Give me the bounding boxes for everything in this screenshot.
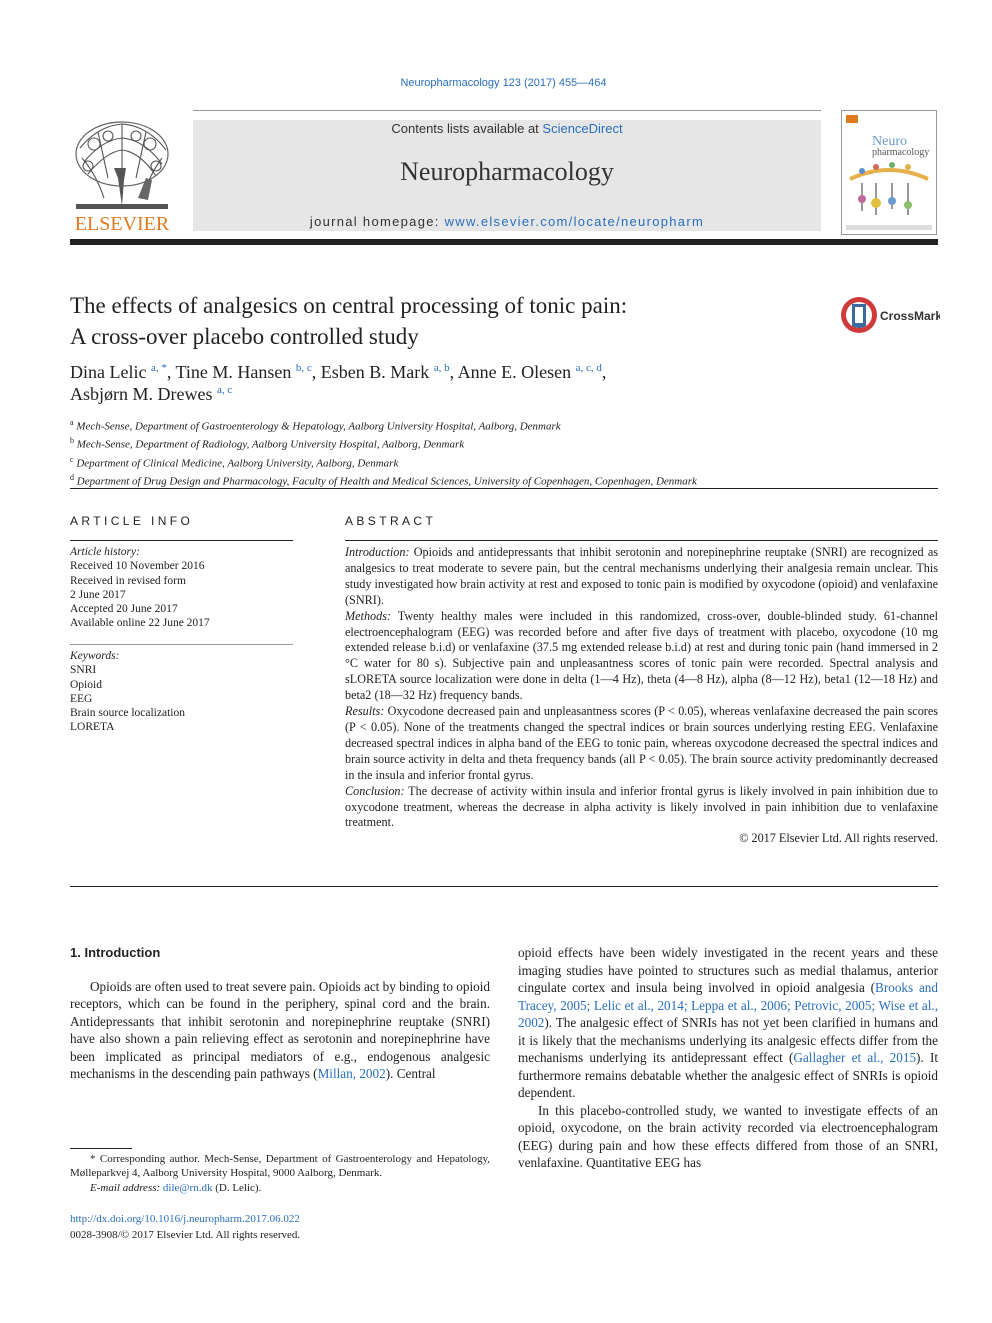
author-sep: , xyxy=(311,362,321,382)
reference-link[interactable]: Brooks and Tracey, 2005; Lelic et al., 2014; Leppa et al., 2006; Petrovic, 2005; Wise et al., 2002 xyxy=(518,980,938,1030)
author-name: Anne E. Olesen xyxy=(457,362,572,382)
corresponding-author-footnote xyxy=(70,1152,490,1195)
abstract-label: Results: xyxy=(345,704,385,719)
email-suffix: (D. Lelic). xyxy=(212,1181,262,1194)
body-column-right xyxy=(518,944,938,1172)
body-text: opioid effects have been widely investigated in the recent years and these imaging studies have pointed to structures such as medial thalamus, anterior cingulate cortex and insula being involved in opioid analgesia ( xyxy=(518,945,938,995)
keyword: EEG xyxy=(70,692,93,705)
body-text: ). Central xyxy=(385,1066,436,1081)
affiliation-text: Mech-Sense, Department of Gastroenterology & Hepatology, Aalborg University Hospital, Aalborg, Denmark xyxy=(76,420,561,433)
cover-title-pharmacology: pharmacology xyxy=(872,147,930,158)
elsevier-logo xyxy=(68,118,176,236)
journal-title: Neuropharmacology xyxy=(400,157,614,186)
keyword: LORETA xyxy=(70,721,115,734)
doi-block xyxy=(70,1211,490,1243)
footnote-email xyxy=(70,1181,490,1195)
section-heading-introduction: 1. Introduction xyxy=(70,945,161,960)
sciencedirect-link[interactable]: ScienceDirect xyxy=(542,121,623,136)
abstract-text: The decrease of activity within insula and inferior frontal gyrus is likely involved in pain inhibition due to oxycodone treatment, whereas the decrease in alpha activity is likely involved in pain inhibition due to venlafaxine treatment. xyxy=(345,783,938,830)
affiliation-b xyxy=(70,434,938,452)
footnote-text: * Corresponding author. Mech-Sense, Department of Gastroenterology and Hepatology, Mølleparkvej 4, Aalborg University Hospital, 9000 Aalborg, Denmark. xyxy=(70,1153,490,1180)
journal-citation[interactable]: Neuropharmacology 123 (2017) 455—464 xyxy=(400,77,607,89)
reference-link[interactable]: Millan, 2002 xyxy=(317,1066,386,1081)
author-name: Asbjørn M. Drewes xyxy=(70,384,213,404)
divider xyxy=(70,488,938,489)
header-top-line xyxy=(193,110,821,111)
abstract-body xyxy=(345,545,938,847)
abstract-label: Introduction: xyxy=(345,545,410,559)
history-item: Received 10 November 2016 xyxy=(70,560,205,573)
author-sup: b, c xyxy=(295,362,312,374)
history-item: 2 June 2017 xyxy=(70,588,126,601)
affiliation-key: c xyxy=(70,454,74,464)
history-label: Article history: xyxy=(70,546,140,558)
cover-title-neuro: Neuro xyxy=(872,134,907,149)
crossmark-label: CrossMark xyxy=(880,309,940,323)
homepage-link[interactable]: www.elsevier.com/locate/neuropharm xyxy=(444,214,705,229)
author-sep: , xyxy=(449,362,458,382)
abstract-methods xyxy=(345,609,938,704)
contents-prefix: Contents lists available at xyxy=(391,121,543,136)
abstract-conclusion xyxy=(345,784,938,832)
divider xyxy=(70,644,293,645)
affiliation-text: Department of Clinical Medicine, Aalborg University, Aalborg, Denmark xyxy=(76,457,399,470)
doi-link[interactable]: http://dx.doi.org/10.1016/j.neuropharm.2017.06.022 xyxy=(70,1213,300,1225)
affiliation-key: d xyxy=(70,472,74,482)
abstract-heading: ABSTRACT xyxy=(345,514,437,528)
author-name: Esben B. Mark xyxy=(320,362,430,382)
affiliation-key: a xyxy=(70,418,74,427)
abstract-text: Opioids and antidepressants that inhibit serotonin and norepinephrine reuptake (SNRI) are recognized as analgesics to treat moderate to severe pain, but the central mechanisms underlying their analgesia remain unclear. This study investigated how brain activity at rest and exposed to tonic pain is modified by oxycodone (opioid) and venlafaxine (SNRI). xyxy=(345,545,938,607)
abstract-label: Conclusion: xyxy=(345,783,405,798)
body-text: Opioids are often used to treat severe pain. Opioids act by binding to opioid receptors, which can be found in the periphery, spinal cord and the brain. Antidepressants that inhibit serotonin and norepinephrine reuptake (SNRI) have also shown a pain relieving effect as serotonin and norepinephrine have been implicated as principal mediators of e.g., endogenous analgesic mechanisms in the descending pain pathways ( xyxy=(70,978,490,1081)
author-sup: a, c xyxy=(216,384,233,396)
journal-homepage xyxy=(193,214,821,229)
body-paragraph xyxy=(518,944,938,1102)
abstract-text: Twenty healthy males were included in this randomized, cross-over, double-blinded study. 61-channel electroencephalogram (EEG) was recorded before and after five days of treatment with placebo, oxycodone (10 mg extended release b.i.d) or venlafaxine (37.5 mg extended release b.i.d) at rest and during tonic pain (hand immersed in 2 °C water for 80 s). Subjective pain and unpleasantness scores of tonic pain were recorded. Spectral analysis and sLORETA source localization were done in delta (1—4 Hz), theta (4—8 Hz), alpha (8—12 Hz), beta1 (12—18 Hz) and beta2 (18—32 Hz) frequency bands. xyxy=(345,608,938,703)
history-item: Accepted 20 June 2017 xyxy=(70,603,178,616)
issn-copyright: 0028-3908/© 2017 Elsevier Ltd. All rights reserved. xyxy=(70,1229,301,1241)
body-paragraph xyxy=(70,978,490,1083)
article-title xyxy=(70,290,810,352)
title-line-1: The effects of analgesics on central processing of tonic pain: xyxy=(70,293,628,318)
keyword: Opioid xyxy=(70,678,102,691)
body-paragraph: In this placebo-controlled study, we wanted to investigate effects of an opioid, oxycodone, on the brain activity recorded via electroencephalogram (EEG) during pain and how these effects differed from those of an SNRI, venlafaxine. Quantitative EEG has xyxy=(518,1102,938,1170)
author-sup: a, b xyxy=(433,362,450,374)
author-5[interactable] xyxy=(70,384,232,404)
divider xyxy=(70,540,293,541)
history-item: Available online 22 June 2017 xyxy=(70,617,210,630)
article-history xyxy=(70,545,293,631)
abstract-text: Oxycodone decreased pain and unpleasantness scores (P < 0.05), whereas venlafaxine decreased the pain scores (P < 0.05). None of the treatments changed the spectral indices or brain sources underlying resting EEG. Venlafaxine decreased spectral indices in alpha band of the EEG to tonic pain, whereas oxycodone decreased the spectral indices and brain source activity in delta and theta frequency bands (all P < 0.05). The brain source activity predominantly decreased in the insula and inferior frontal gyrus. xyxy=(345,704,938,782)
author-1[interactable] xyxy=(70,362,176,382)
body-column-left xyxy=(70,944,490,1083)
header-rule xyxy=(70,239,938,245)
author-sup: a, c, d xyxy=(575,362,602,374)
affiliations xyxy=(70,416,938,489)
affiliation-text: Department of Drug Design and Pharmacology, Faculty of Health and Medical Sciences, University of Copenhagen, Copenhagen, Denmark xyxy=(76,475,697,488)
author-name: Dina Lelic xyxy=(70,362,147,382)
elsevier-wordmark: ELSEVIER xyxy=(74,213,170,235)
abstract-introduction xyxy=(345,545,938,609)
email-label: E-mail address: xyxy=(90,1181,163,1194)
homepage-prefix: journal homepage: xyxy=(309,214,445,229)
email-link[interactable]: dile@rn.dk xyxy=(162,1181,213,1194)
journal-cover-image[interactable] xyxy=(841,110,937,235)
affiliation-d xyxy=(70,471,938,489)
affiliation-text: Mech-Sense, Department of Radiology, Aalborg University Hospital, Aalborg, Denmark xyxy=(76,438,465,451)
article-info-heading: ARTICLE INFO xyxy=(70,514,194,528)
affiliation-c xyxy=(70,453,938,471)
author-name: Tine M. Hansen xyxy=(175,362,292,382)
abstract-label: Methods: xyxy=(345,608,392,623)
history-item: Received in revised form xyxy=(70,574,186,587)
crossmark-badge[interactable] xyxy=(840,296,940,336)
divider xyxy=(70,886,938,887)
author-sep: , xyxy=(601,362,607,382)
author-sep: , xyxy=(166,362,176,382)
author-4[interactable] xyxy=(458,362,607,382)
footnote-rule xyxy=(70,1148,132,1149)
author-list xyxy=(70,361,830,405)
affiliation-a xyxy=(70,416,938,434)
divider xyxy=(345,540,938,541)
keyword: Brain source localization xyxy=(70,707,185,720)
affiliation-key: b xyxy=(70,436,74,446)
keyword: SNRI xyxy=(70,664,97,677)
author-sup: a, * xyxy=(150,362,167,374)
title-line-2: A cross-over placebo controlled study xyxy=(70,324,419,349)
author-3[interactable] xyxy=(321,362,458,382)
body-text: ). The analgesic effect of SNRIs has not yet been clarified in humans and it is likely that the mechanisms underlying its analgesic effects differ from the mechanisms underlying its antidepressant effect ( xyxy=(518,1015,938,1065)
keywords xyxy=(70,649,293,735)
abstract-copyright: © 2017 Elsevier Ltd. All rights reserved. xyxy=(739,831,938,846)
reference-link[interactable]: Gallagher et al., 2015 xyxy=(793,1050,917,1065)
keywords-label: Keywords: xyxy=(70,650,120,662)
contents-line xyxy=(193,121,821,136)
author-2[interactable] xyxy=(176,362,321,382)
body-text: ). It furthermore remains debatable whether the analgesic effect of SNRIs is opioid dependent. xyxy=(518,1050,938,1100)
abstract-results xyxy=(345,704,938,784)
